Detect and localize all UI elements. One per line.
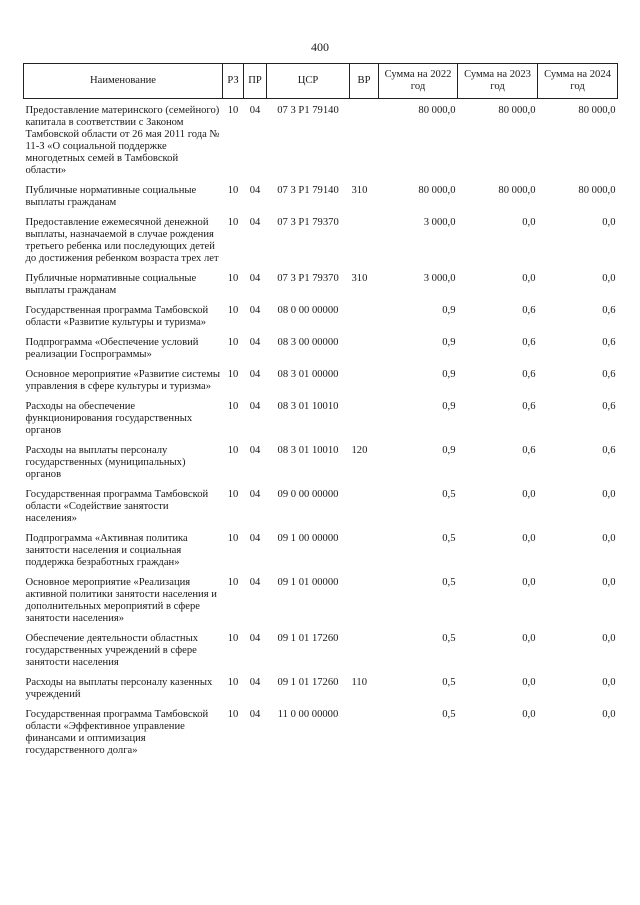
cell-name: Предоставление ежемесячной денежной выплаты, назначаемой в случае рождения третьего ребенка или последующих детей до достижения ребенком возраста трех лет — [25, 217, 219, 264]
cell-sum-2023: 0,0 — [522, 709, 536, 720]
cell-sum-2024: 0,0 — [602, 533, 616, 544]
cell-rz: 10 — [227, 533, 239, 544]
cell-name: Расходы на обеспечение функционирования государственных органов — [25, 401, 193, 436]
cell-name: Основное мероприятие «Реализация активной политики занятости населения и дополнительных мероприятий в сфере занятости населения» — [25, 577, 217, 624]
header-sum-2024: Сумма на 2024 год — [538, 64, 618, 99]
cell-csr: 07 3 P1 79140 — [277, 185, 339, 196]
table-row — [24, 705, 618, 761]
cell-csr: 08 3 01 00000 — [277, 369, 339, 380]
cell-sum-2024: 0,0 — [602, 709, 616, 720]
cell-rz: 10 — [227, 185, 239, 196]
cell-rz: 10 — [227, 709, 239, 720]
cell-vr: 110 — [351, 677, 367, 688]
cell-sum-2022: 0,5 — [442, 489, 456, 500]
table-body — [24, 99, 618, 762]
header-name: Наименование — [24, 64, 223, 99]
cell-sum-2024: 0,6 — [602, 445, 616, 456]
cell-csr: 08 3 00 00000 — [277, 337, 339, 348]
cell-vr — [350, 99, 379, 182]
cell-sum-2024: 0,6 — [602, 401, 616, 412]
table-row — [24, 673, 618, 705]
cell-vr — [350, 573, 379, 629]
cell-sum-2022: 0,5 — [442, 709, 456, 720]
cell-sum-2023: 0,6 — [522, 369, 536, 380]
cell-pr: 04 — [249, 305, 261, 316]
cell-csr: 09 1 01 17260 — [277, 633, 339, 644]
cell-sum-2024: 0,6 — [602, 337, 616, 348]
cell-csr: 07 3 P1 79370 — [277, 273, 339, 284]
header-rz: РЗ — [223, 64, 244, 99]
cell-vr — [350, 629, 379, 673]
cell-sum-2023: 0,0 — [522, 489, 536, 500]
cell-sum-2023: 80 000,0 — [498, 105, 536, 116]
cell-sum-2022: 0,5 — [442, 633, 456, 644]
table-row — [24, 269, 618, 301]
cell-vr — [350, 485, 379, 529]
table-row — [24, 333, 618, 365]
cell-csr: 09 1 00 00000 — [277, 533, 339, 544]
cell-pr: 04 — [249, 633, 261, 644]
cell-rz: 10 — [227, 577, 239, 588]
cell-rz: 10 — [227, 305, 239, 316]
cell-pr: 04 — [249, 337, 261, 348]
cell-sum-2022: 3 000,0 — [423, 273, 456, 284]
cell-rz: 10 — [227, 369, 239, 380]
cell-csr: 09 1 01 00000 — [277, 577, 339, 588]
cell-sum-2024: 0,6 — [602, 369, 616, 380]
cell-csr: 07 3 P1 79370 — [277, 217, 339, 228]
table-row — [24, 441, 618, 485]
page-number: 400 — [311, 40, 329, 54]
cell-sum-2023: 0,0 — [522, 217, 536, 228]
table-row — [24, 181, 618, 213]
cell-name: Государственная программа Тамбовской области «Содействие занятости населения» — [25, 489, 209, 524]
header-vr: ВР — [350, 64, 379, 99]
header-pr: ПР — [244, 64, 267, 99]
cell-sum-2022: 0,9 — [442, 445, 456, 456]
cell-csr: 08 3 01 10010 — [277, 445, 339, 456]
cell-vr: 310 — [351, 185, 368, 196]
cell-rz: 10 — [227, 445, 239, 456]
cell-sum-2023: 0,0 — [522, 273, 536, 284]
cell-sum-2022: 0,9 — [442, 369, 456, 380]
cell-sum-2023: 80 000,0 — [498, 185, 536, 196]
cell-rz: 10 — [227, 217, 239, 228]
cell-sum-2024: 0,6 — [602, 305, 616, 316]
cell-vr — [350, 213, 379, 269]
cell-csr: 11 0 00 00000 — [277, 709, 339, 720]
cell-sum-2024: 0,0 — [602, 633, 616, 644]
table-row — [24, 397, 618, 441]
cell-sum-2024: 0,0 — [602, 489, 616, 500]
cell-vr — [350, 397, 379, 441]
cell-vr — [350, 705, 379, 761]
cell-pr: 04 — [249, 369, 261, 380]
cell-pr: 04 — [249, 217, 261, 228]
header-csr: ЦСР — [267, 64, 350, 99]
cell-sum-2023: 0,0 — [522, 633, 536, 644]
cell-vr: 120 — [351, 445, 368, 456]
cell-sum-2023: 0,6 — [522, 401, 536, 412]
cell-name: Публичные нормативные социальные выплаты гражданам — [25, 273, 197, 296]
table-header — [24, 64, 618, 99]
header-sum-2023: Сумма на 2023 год — [458, 64, 538, 99]
cell-sum-2023: 0,0 — [522, 533, 536, 544]
header-sum-2022: Сумма на 2022 год — [379, 64, 458, 99]
cell-rz: 10 — [227, 273, 239, 284]
cell-sum-2022: 0,5 — [442, 577, 456, 588]
cell-pr: 04 — [249, 185, 261, 196]
cell-pr: 04 — [249, 273, 261, 284]
cell-pr: 04 — [249, 401, 261, 412]
cell-name: Государственная программа Тамбовской области «Развитие культуры и туризма» — [25, 305, 209, 328]
cell-pr: 04 — [249, 533, 261, 544]
cell-sum-2024: 80 000,0 — [578, 185, 616, 196]
cell-csr: 09 0 00 00000 — [277, 489, 339, 500]
cell-pr: 04 — [249, 709, 261, 720]
cell-rz: 10 — [227, 633, 239, 644]
cell-sum-2024: 0,0 — [602, 273, 616, 284]
cell-sum-2022: 0,9 — [442, 305, 456, 316]
cell-rz: 10 — [227, 337, 239, 348]
cell-rz: 10 — [227, 677, 239, 688]
table-row — [24, 301, 618, 333]
table-row — [24, 529, 618, 573]
cell-sum-2023: 0,0 — [522, 577, 536, 588]
table-row — [24, 365, 618, 397]
cell-sum-2022: 3 000,0 — [423, 217, 456, 228]
cell-name: Государственная программа Тамбовской области «Эффективное управление финансами и оптимизация государственного долга» — [25, 709, 209, 756]
cell-sum-2022: 80 000,0 — [418, 185, 456, 196]
cell-sum-2023: 0,6 — [522, 337, 536, 348]
cell-name: Предоставление материнского (семейного) капитала в соответствии с Законом Тамбовской области от 26 мая 2011 года № 11-З «О социальной поддержке многодетных семей в Тамбовской области» — [25, 105, 220, 176]
table-row — [24, 629, 618, 673]
cell-csr: 08 0 00 00000 — [277, 305, 339, 316]
cell-sum-2023: 0,0 — [522, 677, 536, 688]
cell-name: Подпрограмма «Активная политика занятости населения и социальная поддержка безработных граждан» — [25, 533, 188, 568]
cell-vr: 310 — [351, 273, 368, 284]
cell-sum-2022: 0,5 — [442, 533, 456, 544]
cell-sum-2022: 0,9 — [442, 337, 456, 348]
cell-sum-2023: 0,6 — [522, 445, 536, 456]
cell-pr: 04 — [249, 577, 261, 588]
table-row — [24, 213, 618, 269]
cell-csr: 07 3 P1 79140 — [277, 105, 339, 116]
cell-csr: 08 3 01 10010 — [277, 401, 339, 412]
cell-csr: 09 1 01 17260 — [277, 677, 339, 688]
cell-pr: 04 — [249, 489, 261, 500]
budget-table — [23, 63, 618, 761]
table-row — [24, 99, 618, 182]
cell-name: Расходы на выплаты персоналу казенных учреждений — [25, 677, 213, 700]
cell-sum-2022: 0,5 — [442, 677, 456, 688]
cell-vr — [350, 301, 379, 333]
cell-name: Публичные нормативные социальные выплаты гражданам — [25, 185, 197, 208]
cell-vr — [350, 333, 379, 365]
cell-rz: 10 — [227, 401, 239, 412]
cell-name: Обеспечение деятельности областных государственных учреждений в сфере занятости населения — [25, 633, 199, 668]
cell-sum-2024: 80 000,0 — [578, 105, 616, 116]
cell-sum-2024: 0,0 — [602, 677, 616, 688]
cell-vr — [350, 365, 379, 397]
table-row — [24, 573, 618, 629]
cell-name: Основное мероприятие «Развитие системы управления в сфере культуры и туризма» — [25, 369, 221, 392]
cell-pr: 04 — [249, 105, 261, 116]
cell-sum-2024: 0,0 — [602, 217, 616, 228]
cell-vr — [350, 529, 379, 573]
cell-sum-2022: 0,9 — [442, 401, 456, 412]
cell-name: Подпрограмма «Обеспечение условий реализации Госпрограммы» — [25, 337, 199, 360]
table-row — [24, 485, 618, 529]
cell-rz: 10 — [227, 489, 239, 500]
cell-name: Расходы на выплаты персоналу государственных (муниципальных) органов — [25, 445, 186, 480]
cell-sum-2024: 0,0 — [602, 577, 616, 588]
cell-sum-2023: 0,6 — [522, 305, 536, 316]
cell-pr: 04 — [249, 445, 261, 456]
cell-sum-2022: 80 000,0 — [418, 105, 456, 116]
cell-pr: 04 — [249, 677, 261, 688]
cell-rz: 10 — [227, 105, 239, 116]
